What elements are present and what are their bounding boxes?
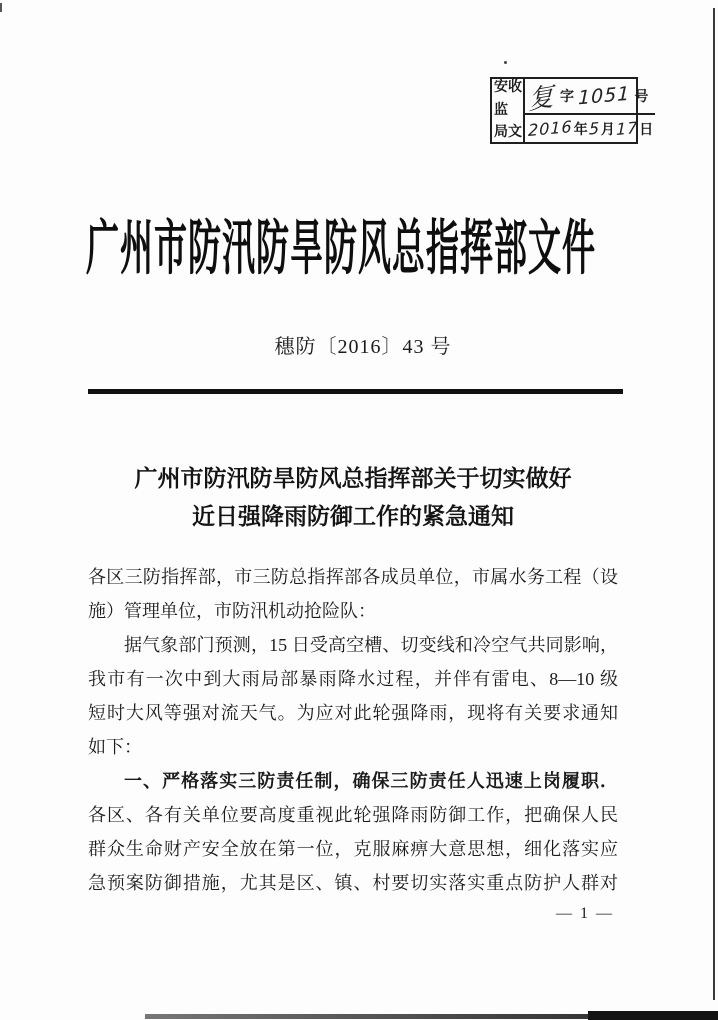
body-line: 施）管理单位，市防汛机动抢险队： xyxy=(88,601,376,621)
stamp-label-month: 月 xyxy=(600,122,615,138)
stamp-unit-char: 安 xyxy=(494,80,508,95)
body-line: 各区、各有关单位要高度重视此轮强降雨防御工作，把确保人民 xyxy=(88,805,618,825)
stamp-fields xyxy=(525,79,655,142)
stamp-label-hao: 号 xyxy=(634,90,649,105)
received-stamp xyxy=(490,77,654,144)
stamp-unit-col1 xyxy=(494,81,508,140)
body-text xyxy=(88,560,618,900)
stamp-label-day: 日 xyxy=(639,122,654,138)
stamp-unit-cell xyxy=(492,79,525,142)
stamp-handwritten-number: 1051 xyxy=(577,82,631,110)
stamp-number-row xyxy=(525,79,655,115)
stamp-unit-char: 局 xyxy=(494,125,508,140)
stamp-unit-char: 监 xyxy=(494,102,508,118)
stamp-unit-char: 文 xyxy=(508,125,522,140)
doc-title-line2: 近日强降雨防御工作的紧急通知 xyxy=(192,504,514,529)
doc-title xyxy=(88,460,618,536)
doc-number: 穗防〔2016〕43 号 xyxy=(274,336,452,358)
body-line: 短时大风等强对流天气。为应对此轮强降雨，现将有关要求通知 xyxy=(88,703,618,723)
header-separator-line xyxy=(88,389,623,394)
stamp-label-year: 年 xyxy=(573,122,588,138)
page-number: — 1 — xyxy=(556,905,614,922)
stamp-handwritten-day: 17 xyxy=(615,117,639,140)
body-line: 群众生命财产安全放在第一位，克服麻痹大意思想，细化落实应 xyxy=(88,839,618,859)
stamp-unit-char: 收 xyxy=(508,80,522,95)
body-line: 各区三防指挥部，市三防总指挥部各成员单位，市属水务工程（设 xyxy=(88,567,618,587)
body-line: 急预案防御措施，尤其是区、镇、村要切实落实重点防护人群对 xyxy=(88,873,618,893)
scan-edge-artifact-corner xyxy=(588,1011,718,1020)
scan-edge-artifact-topleft xyxy=(0,3,2,12)
scan-noise-dot xyxy=(504,61,507,64)
stamp-label-zi: 字 xyxy=(560,90,575,105)
stamp-date-row xyxy=(525,115,655,142)
stamp-handwritten-month: 5 xyxy=(588,118,601,139)
stamp-unit-col2 xyxy=(508,81,522,140)
body-line: 我市有一次中到大雨局部暴雨降水过程，并伴有雷电、8—10 级 xyxy=(88,669,618,689)
body-line: 如下： xyxy=(88,737,142,757)
body-line: 据气象部门预测，15 日受高空槽、切变线和冷空气共同影响， xyxy=(124,635,618,655)
stamp-handwritten-year: 2016 xyxy=(527,117,573,140)
stamp-handwritten-doc-type: 复 xyxy=(528,81,554,117)
scan-edge-artifact-right xyxy=(713,8,715,1000)
doc-title-line1: 广州市防汛防旱防风总指挥部关于切实做好 xyxy=(134,466,572,491)
org-header-title: 广州市防汛防旱防风总指挥部文件 xyxy=(86,218,596,283)
body-line-section-heading: 一、严格落实三防责任制，确保三防责任人迅速上岗履职． xyxy=(124,771,618,791)
